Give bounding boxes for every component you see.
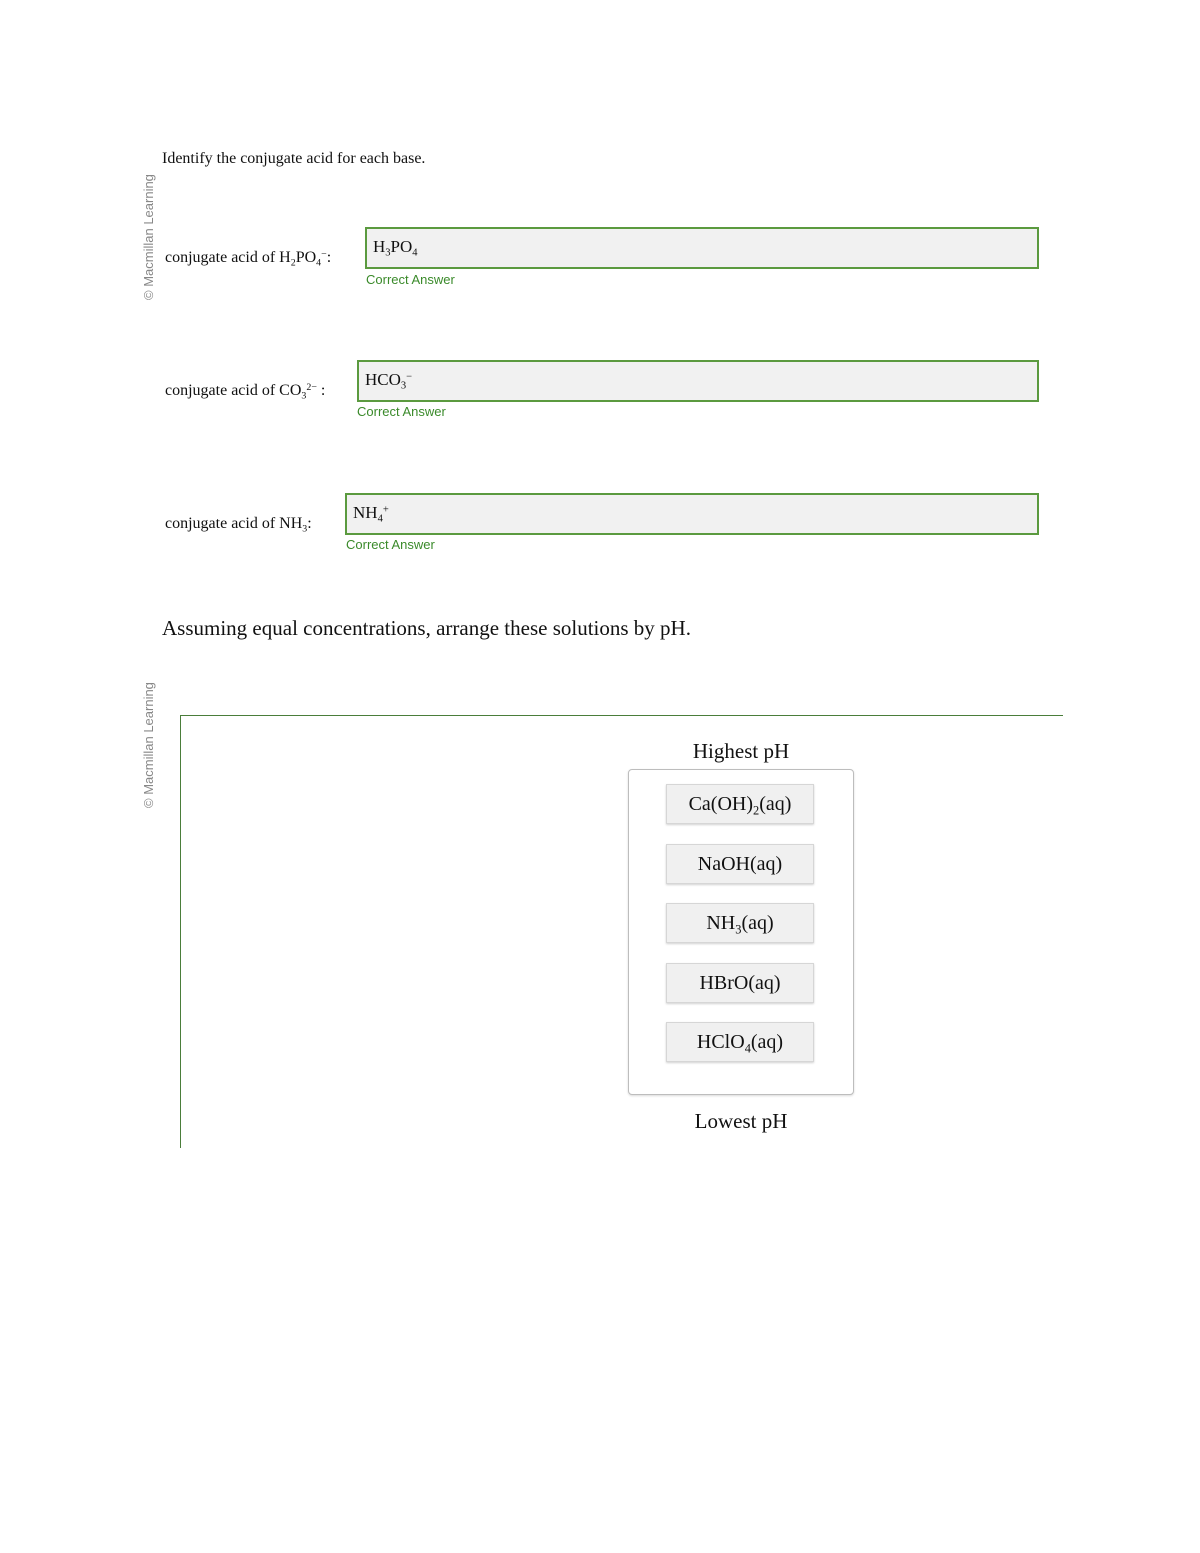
row1-label: conjugate acid of $H_2PO_4^-$:: [165, 249, 332, 269]
rank-tile-nh3[interactable]: $NH_3(aq)$: [666, 903, 814, 943]
question2-title: Assuming equal concentrations, arrange these solutions by pH.: [162, 616, 691, 640]
rank-tile-ca-oh-2[interactable]: $Ca(OH)_2(aq)$: [666, 784, 814, 824]
highest-ph-label: Highest pH: [692, 739, 790, 763]
row2-label: conjugate acid of $CO_3^{2-}$ :: [165, 382, 326, 402]
row3-label: conjugate acid of $NH_3$:: [165, 515, 312, 535]
rank-tile-hclo4[interactable]: HClO$_4$(aq): [666, 1022, 814, 1062]
ranking-workspace: [180, 715, 1063, 1148]
watermark-top: © Macmillan Learning: [141, 174, 156, 300]
row1-answer-field[interactable]: $H_3PO_4$: [365, 227, 1039, 269]
watermark-bottom: © Macmillan Learning: [141, 682, 156, 808]
question1-title: Identify the conjugate acid for each base.: [162, 150, 426, 167]
ranking-list: [628, 769, 854, 1095]
row2-answer-field[interactable]: $HCO_3^-$: [357, 360, 1039, 402]
rank-tile-hbro[interactable]: HBrO(aq): [666, 963, 814, 1003]
rank-tile-naoh[interactable]: NaOH(aq): [666, 844, 814, 884]
row2-feedback: Correct Answer: [357, 404, 446, 419]
row3-answer-field[interactable]: $NH_4^+$: [345, 493, 1039, 535]
lowest-ph-label: Lowest pH: [694, 1109, 788, 1133]
row3-feedback: Correct Answer: [346, 537, 435, 552]
row1-feedback: Correct Answer: [366, 272, 455, 287]
